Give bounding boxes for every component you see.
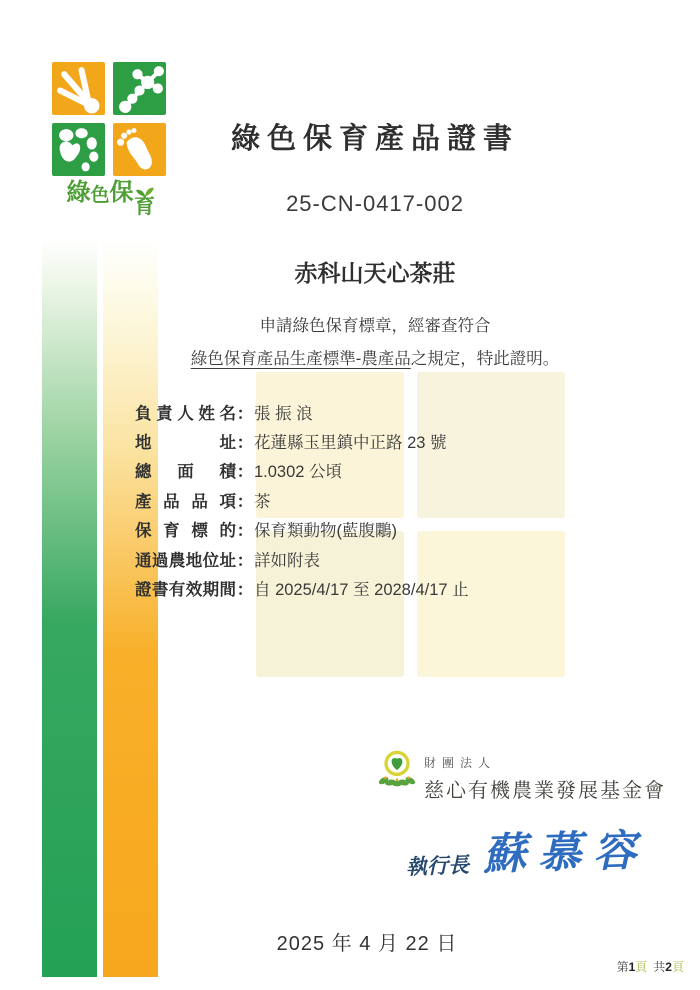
field-value: 詳如附表 <box>254 551 320 570</box>
page-prefix: 第 <box>616 960 629 974</box>
field-value: 張 振 浪 <box>254 404 313 423</box>
issuer-block <box>376 748 666 880</box>
page-total: 2 <box>665 960 672 974</box>
field-row-farmland-location <box>135 544 605 573</box>
field-colon: ： <box>236 463 254 482</box>
total-unit: 頁 <box>671 960 684 974</box>
logo-char: 色 <box>90 185 110 206</box>
page-indicator <box>617 958 684 975</box>
field-value: 保育類動物(藍腹鷴) <box>254 522 397 541</box>
field-label: 產品品項 <box>135 492 236 511</box>
field-colon: ： <box>236 551 254 570</box>
field-value: 花蓮縣玉里鎮中正路 23 號 <box>254 434 447 453</box>
field-value: 1.0302 公頃 <box>254 463 343 482</box>
issuer-org-name: 慈心有機農業發展基金會 <box>424 778 666 802</box>
page-unit: 頁 <box>635 960 648 974</box>
field-value: 茶 <box>254 492 271 511</box>
logo-char: 保 <box>109 179 134 206</box>
field-label: 負責人姓名 <box>135 404 236 423</box>
statement-line-2-rest: 之規定，特此證明。 <box>410 350 560 368</box>
paw-print-icon <box>52 123 105 176</box>
signature-row <box>376 819 666 880</box>
field-colon: ： <box>236 434 254 453</box>
field-label: 證書有效期間 <box>135 581 236 600</box>
field-label: 通過農地位址 <box>135 551 236 570</box>
total-prefix: 共 <box>653 960 666 974</box>
green-conservation-logo <box>52 62 170 218</box>
certificate-number: 25-CN-0417-002 <box>286 191 464 216</box>
field-label: 總面積 <box>135 463 236 482</box>
issuer-org-type: 財團法人 <box>424 756 497 770</box>
page-current: 1 <box>628 960 636 974</box>
bird-footprint-icon <box>52 62 105 115</box>
field-row-validity-period <box>135 573 605 602</box>
field-colon: ： <box>236 404 254 423</box>
field-row-product <box>135 485 605 514</box>
logo-char: 綠 <box>66 179 91 206</box>
certificate-title: 綠色保育產品證書 <box>230 123 519 155</box>
field-label: 地址 <box>135 434 236 453</box>
signer-signature: 蘇慕容 <box>482 825 649 881</box>
issuer-names <box>424 748 666 803</box>
statement-line-1: 申請綠色保育標章，經審查符合 <box>259 317 491 335</box>
field-row-conservation-target <box>135 515 605 544</box>
statement-line-2 <box>50 345 700 369</box>
field-colon: ： <box>236 492 254 511</box>
field-colon: ： <box>236 581 254 600</box>
field-row-total-area <box>135 456 605 485</box>
recipient-name: 赤科山天心茶莊 <box>294 260 456 286</box>
logo-char-with-sprout: 育 <box>134 183 156 217</box>
issue-date: 2025 年 4 月 22 日 <box>276 933 458 955</box>
field-colon: ： <box>236 522 254 541</box>
certificate-fields <box>135 397 605 603</box>
issuer-identity <box>376 748 666 803</box>
field-row-owner <box>135 397 605 426</box>
logo-squares <box>52 62 170 176</box>
foundation-logo-icon <box>376 748 418 798</box>
signer-title: 執行長 <box>405 851 470 880</box>
field-label: 保育標的 <box>135 522 236 541</box>
insect-track-icon <box>113 62 166 115</box>
logo-wordmark <box>52 179 170 218</box>
field-row-address <box>135 426 605 455</box>
field-value: 自 2025/4/17 至 2028/4/17 止 <box>254 581 469 600</box>
human-footprint-icon <box>113 123 166 176</box>
standard-name-underlined: 綠色保育產品生產標準-農產品 <box>190 350 411 368</box>
